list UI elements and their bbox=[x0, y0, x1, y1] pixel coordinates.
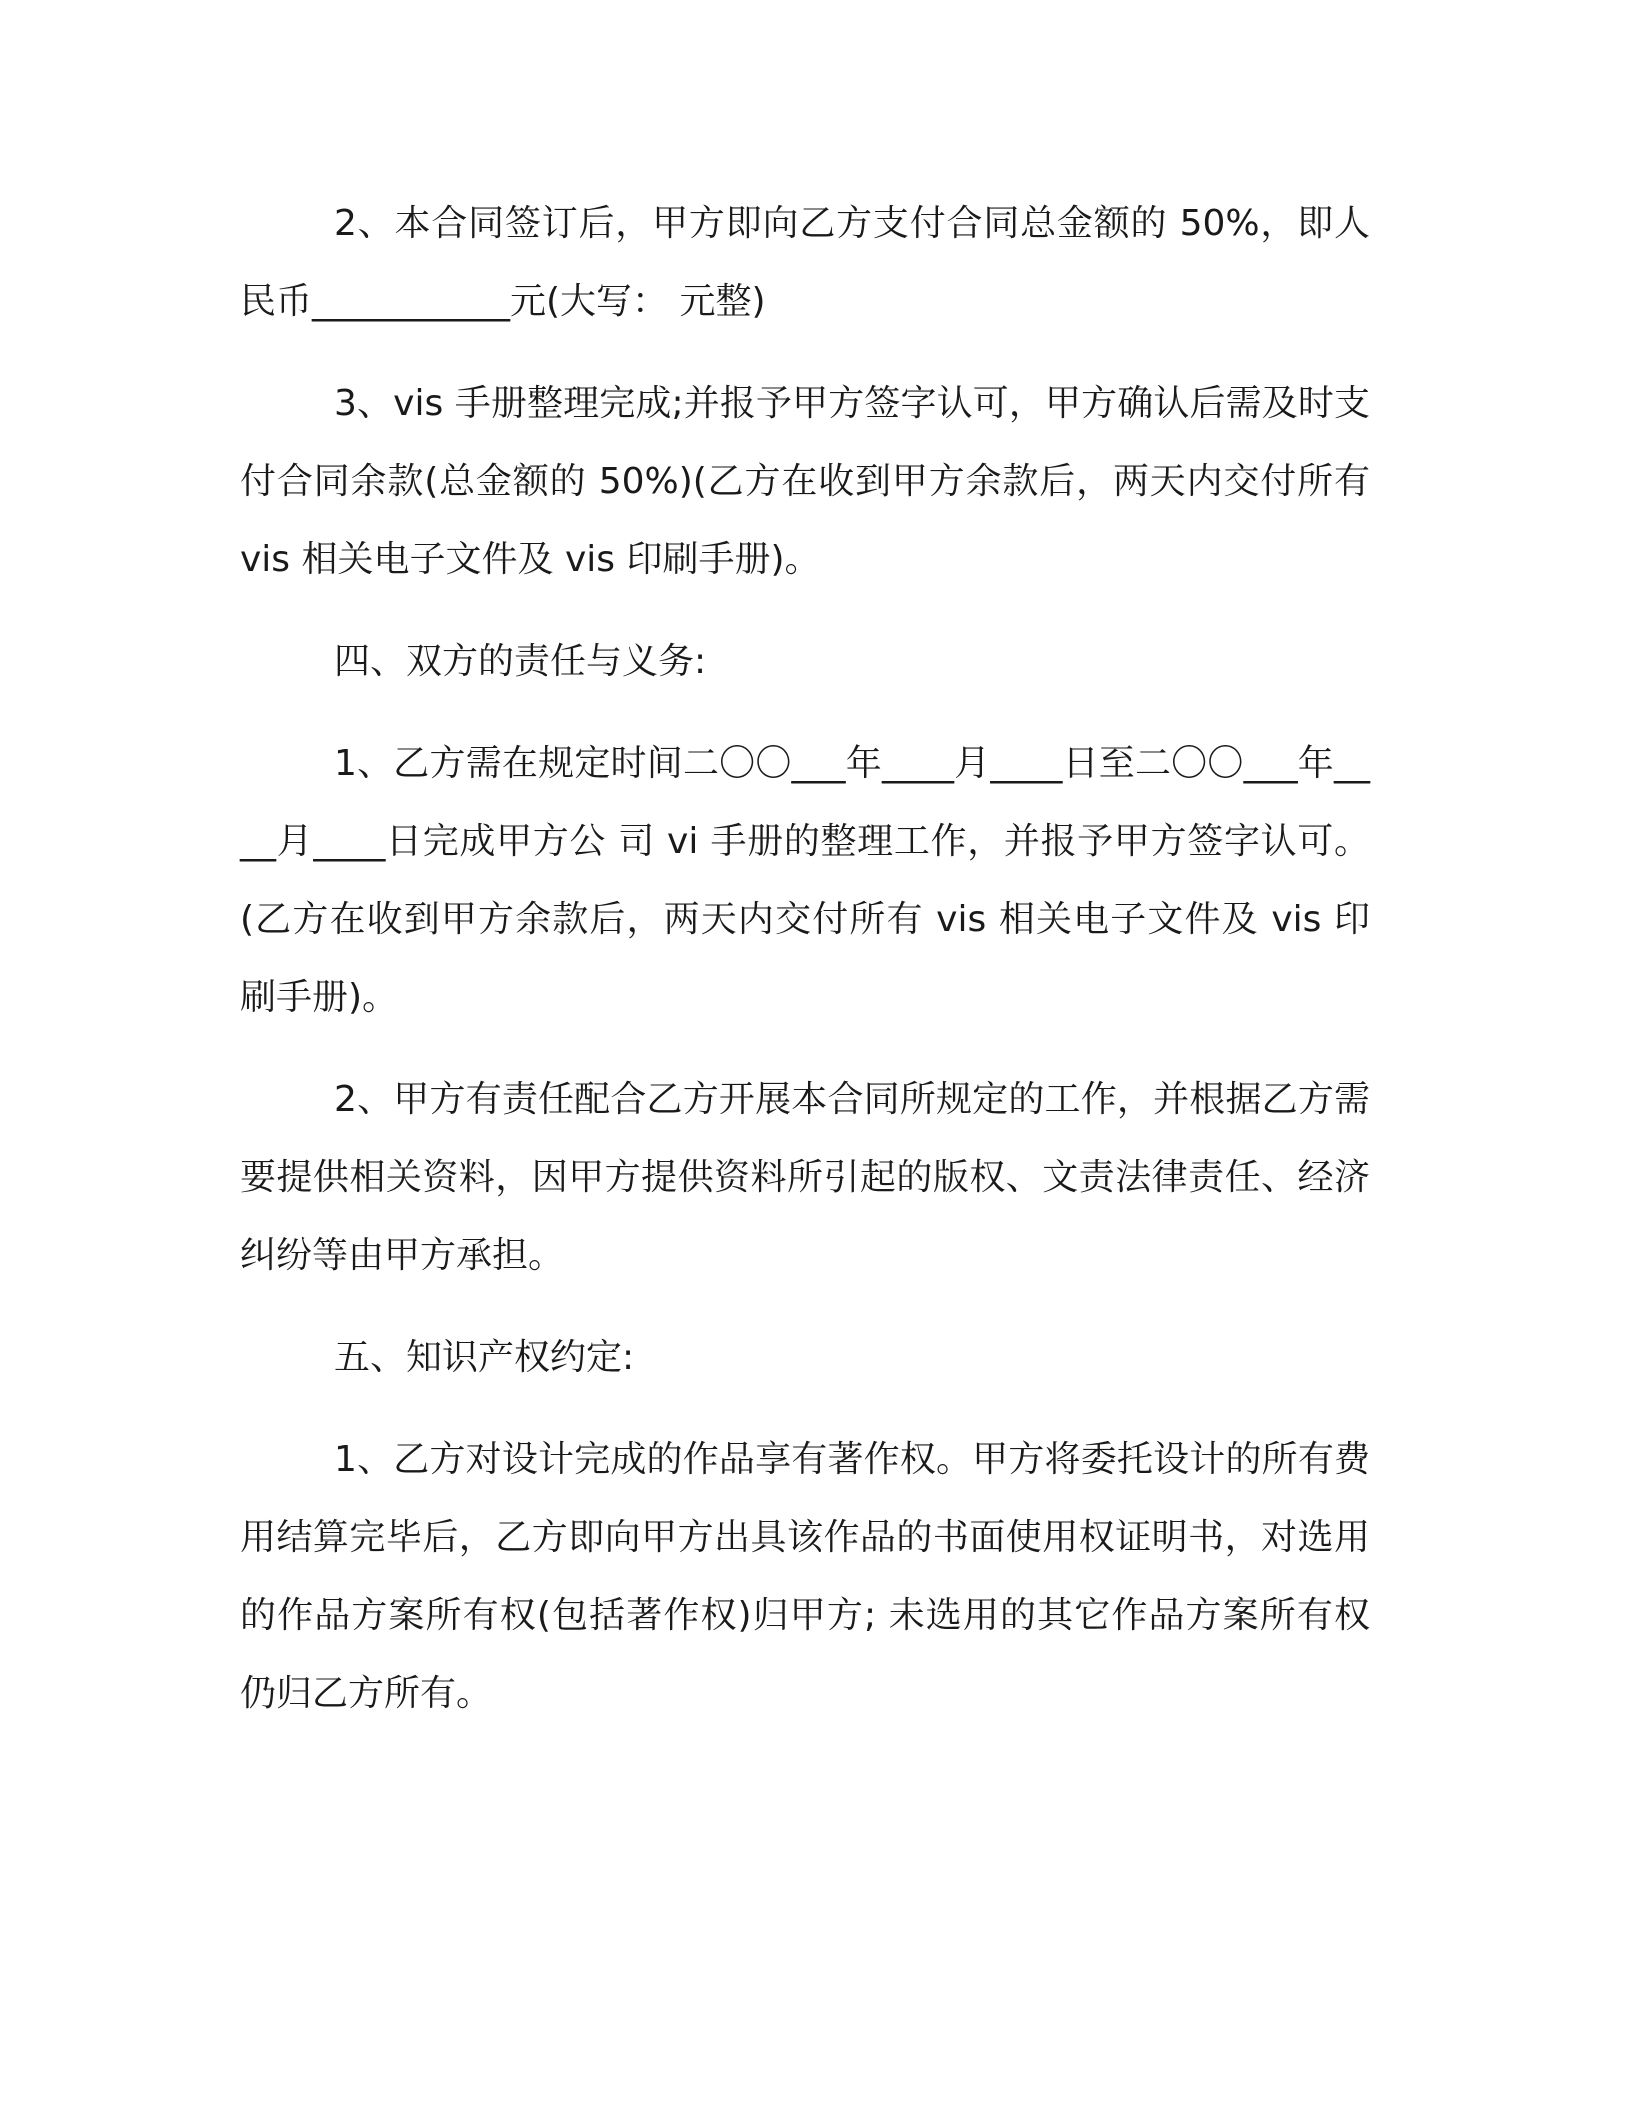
section-heading-ip: 五、知识产权约定: bbox=[334, 1337, 635, 1378]
clause-party-b-deadline: 1、乙方需在规定时间二〇〇___年____月____日至二〇〇___年____月____日完成甲方公 司 vi 手册的整理工作，并报予甲方签字认可。(乙方在收到甲方余款后，两天内交付所有 vis 相关电子文件及 vis 印刷手册)。 bbox=[240, 743, 1370, 1018]
clause-payment-first: 2、本合同签订后，甲方即向乙方支付合同总金额的 50%，即人民币___________元(大写： 元整) bbox=[240, 203, 1370, 322]
section-heading-responsibilities: 四、双方的责任与义务: bbox=[334, 641, 707, 682]
clause-copyright: 1、乙方对设计完成的作品享有著作权。甲方将委托设计的所有费用结算完毕后，乙方即向甲方出具该作品的书面使用权证明书，对选用的作品方案所有权(包括著作权)归甲方; 未选用的其它作品方案所有权仍归乙方所有。 bbox=[240, 1439, 1370, 1714]
document-body bbox=[240, 185, 1370, 1757]
clause-party-a-cooperation: 2、甲方有责任配合乙方开展本合同所规定的工作，并根据乙方需要提供相关资料，因甲方提供资料所引起的版权、文责法律责任、经济纠纷等由甲方承担。 bbox=[240, 1079, 1370, 1276]
clause-payment-balance: 3、vis 手册整理完成;并报予甲方签字认可，甲方确认后需及时支付合同余款(总金额的 50%)(乙方在收到甲方余款后，两天内交付所有 vis 相关电子文件及 vis 印刷手册)。 bbox=[240, 383, 1370, 580]
